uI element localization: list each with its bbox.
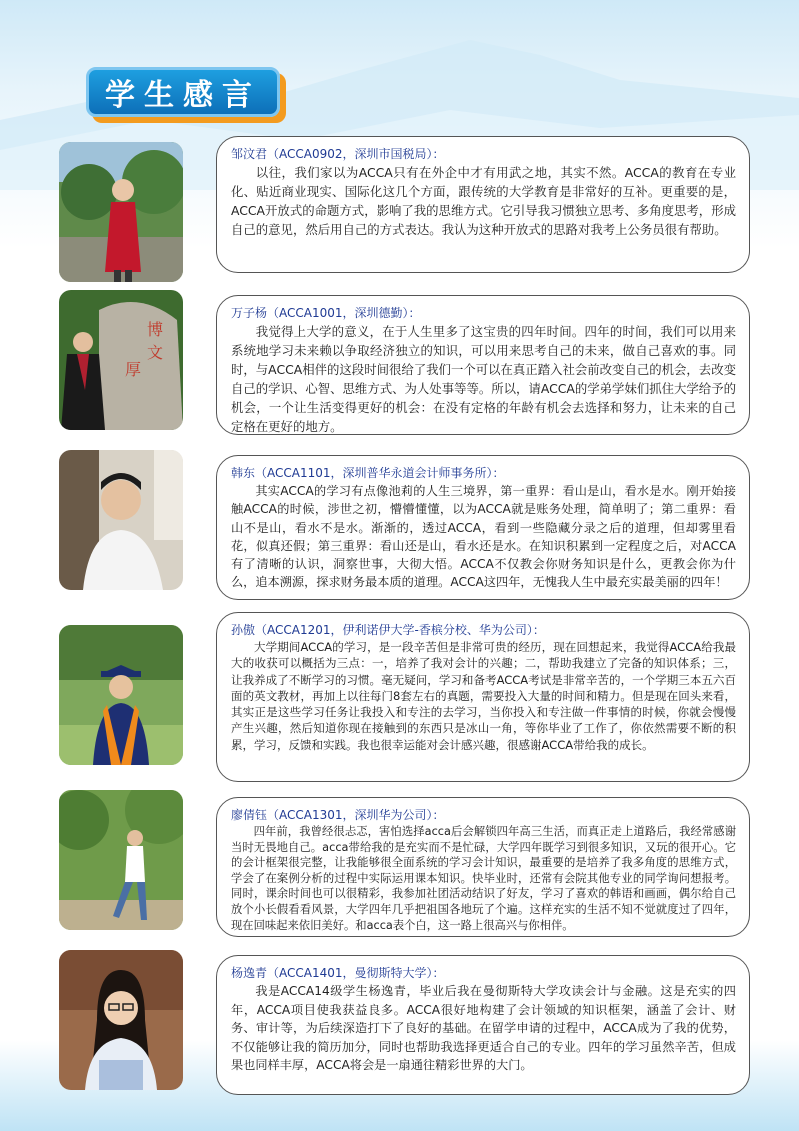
student-photo <box>59 625 183 765</box>
student-name: 邹汶君（ACCA0902，深圳市国税局）： <box>231 147 445 161</box>
svg-text:文: 文 <box>147 343 164 362</box>
student-photo <box>59 142 183 282</box>
testimonial-box <box>216 797 750 937</box>
testimonial-text: 以往，我们家以为ACCA只有在外企中才有用武之地，其实不然。ACCA的教育在专业化、贴近商业现实、国际化这几个方面，跟传统的大学教育是非常好的互补。更重要的是，ACCA开放式的命题方式，影响了我的思维方式。它引导我习惯独立思考、多角度思考，形成自己的意见，然后用自己的方式表达。我认为这种开放式的思路对我考上公务员很有帮助。 <box>231 165 736 237</box>
student-photo <box>59 290 183 430</box>
testimonial-box <box>216 955 750 1095</box>
page-title: 学生感言 <box>105 78 261 113</box>
student-name: 廖倩钰（ACCA1301，深圳华为公司）： <box>231 808 445 822</box>
testimonial-box <box>216 612 750 782</box>
student-name: 孙傲（ACCA1201，伊利诺伊大学-香槟分校、华为公司）： <box>231 623 545 637</box>
student-name: 杨逸青（ACCA1401，曼彻斯特大学）： <box>231 966 445 980</box>
student-photo <box>59 450 183 590</box>
svg-text:厚: 厚 <box>125 360 142 379</box>
page-title-tab <box>86 67 280 117</box>
testimonial-text: 四年前，我曾经很忐忑，害怕选择acca后会解锁四年高三生活，而真正走上道路后，我经常感谢当时无畏地自己。acca带给我的是充实而不是忙碌，大学四年既学习到很多知识，又玩的很开心。它的会计框架很完整，让我能够很全面系统的学习会计知识，最重要的是培养了我多角度的思维方式，学会了在案例分析的过程中实际运用课本知识。快毕业时，还常有会院其他专业的同学询问想报考。同时，课余时间也可以很精彩，我参加社团活动结识了好友，学习了喜欢的韩语和画画，偶尔给自己放个小长假看看风景，大学四年几乎把祖国各地玩了个遍。这样充实的生活不知不觉就度过了四年，现在回味起来依旧美好。和acca表个白，这一路上很高兴与你相伴。 <box>231 825 736 932</box>
testimonial-box <box>216 455 750 600</box>
student-photo <box>59 790 183 930</box>
svg-text:博: 博 <box>147 320 164 339</box>
testimonial-box <box>216 136 750 273</box>
testimonial-text: 我觉得上大学的意义，在于人生里多了这宝贵的四年时间。四年的时间，我们可以用来系统地学习未来赖以争取经济独立的知识，可以用来思考自己的未来，做自己喜欢的事。同时，与ACCA相伴的这段时间很给了我们一个可以在真正踏入社会前改变自己的机会，去改变自己的学识、心智、思维方式、为人处事等等。所以，请ACCA的学弟学妹们抓住大学给予的机会，一个让生活变得更好的机会：在没有定格的年龄有机会去选择和努力，让未来的自己定格在更好的地方。 <box>231 324 736 434</box>
testimonial-text: 我是ACCA14级学生杨逸青，毕业后我在曼彻斯特大学攻读会计与金融。这是充实的四年，ACCA项目使我获益良多。ACCA很好地构建了会计领域的知识框架，涵盖了会计、财务、审计等，为后续深造打下了良好的基础。在留学申请的过程中，ACCA成为了我的优势，不仅能够让我的简历加分，同时也帮助我选择更适合自己的专业。四年的学习虽然辛苦，但成果也同样丰厚，ACCA将会是一扇通往精彩世界的大门。 <box>231 984 736 1073</box>
student-name: 万子杨（ACCA1001，深圳德勤）： <box>231 306 421 320</box>
testimonial-text: 其实ACCA的学习有点像池莉的人生三境界，第一重界：看山是山，看水是水。刚开始接触ACCA的时候，涉世之初，懵懵懂懂，以为ACCA就是账务处理，简单明了；第二重界：看山不是山，看水不是水。渐渐的，透过ACCA，看到一些隐藏分录之后的道理，但却雾里看花，似真还假；第三重界：看山还是山，看水还是水。在知识积累到一定程度之后，对ACCA有了清晰的认识，洞察世事，大彻大悟。ACCA不仅教会你财务知识是什么，更教会你为什么，追本溯源，探求财务最本质的道理。ACCA这四年，无愧我人生中最充实最美丽的四年！ <box>231 484 736 590</box>
testimonial-box <box>216 295 750 435</box>
testimonial-text: 大学期间ACCA的学习，是一段辛苦但是非常可贵的经历，现在回想起来，我觉得ACCA给我最大的收获可以概括为三点：一，培养了我对会计的兴趣；二，帮助我建立了完备的知识体系；三，让我养成了不断学习的习惯。毫无疑问，学习和备考ACCA考试是非常辛苦的，一个学期三本五六百面的英文教材，再加上以往每门8套左右的真题，需要投入大量的时间和精力。但是现在回头来看，其实正是这些学习任务让我投入和专注的去学习，当你投入和专注做一件事情的时候，你就会慢慢产生兴趣，然后知道你现在接触到的东西只是冰山一角，等你毕业了工作了，你依然需要不断的积累，学习，反馈和实践。我也很幸运能对会计感兴趣，很感谢ACCA带给我的成长。 <box>231 640 736 752</box>
student-name: 韩东（ACCA1101，深圳普华永道会计师事务所）： <box>231 466 505 480</box>
student-photo <box>59 950 183 1090</box>
